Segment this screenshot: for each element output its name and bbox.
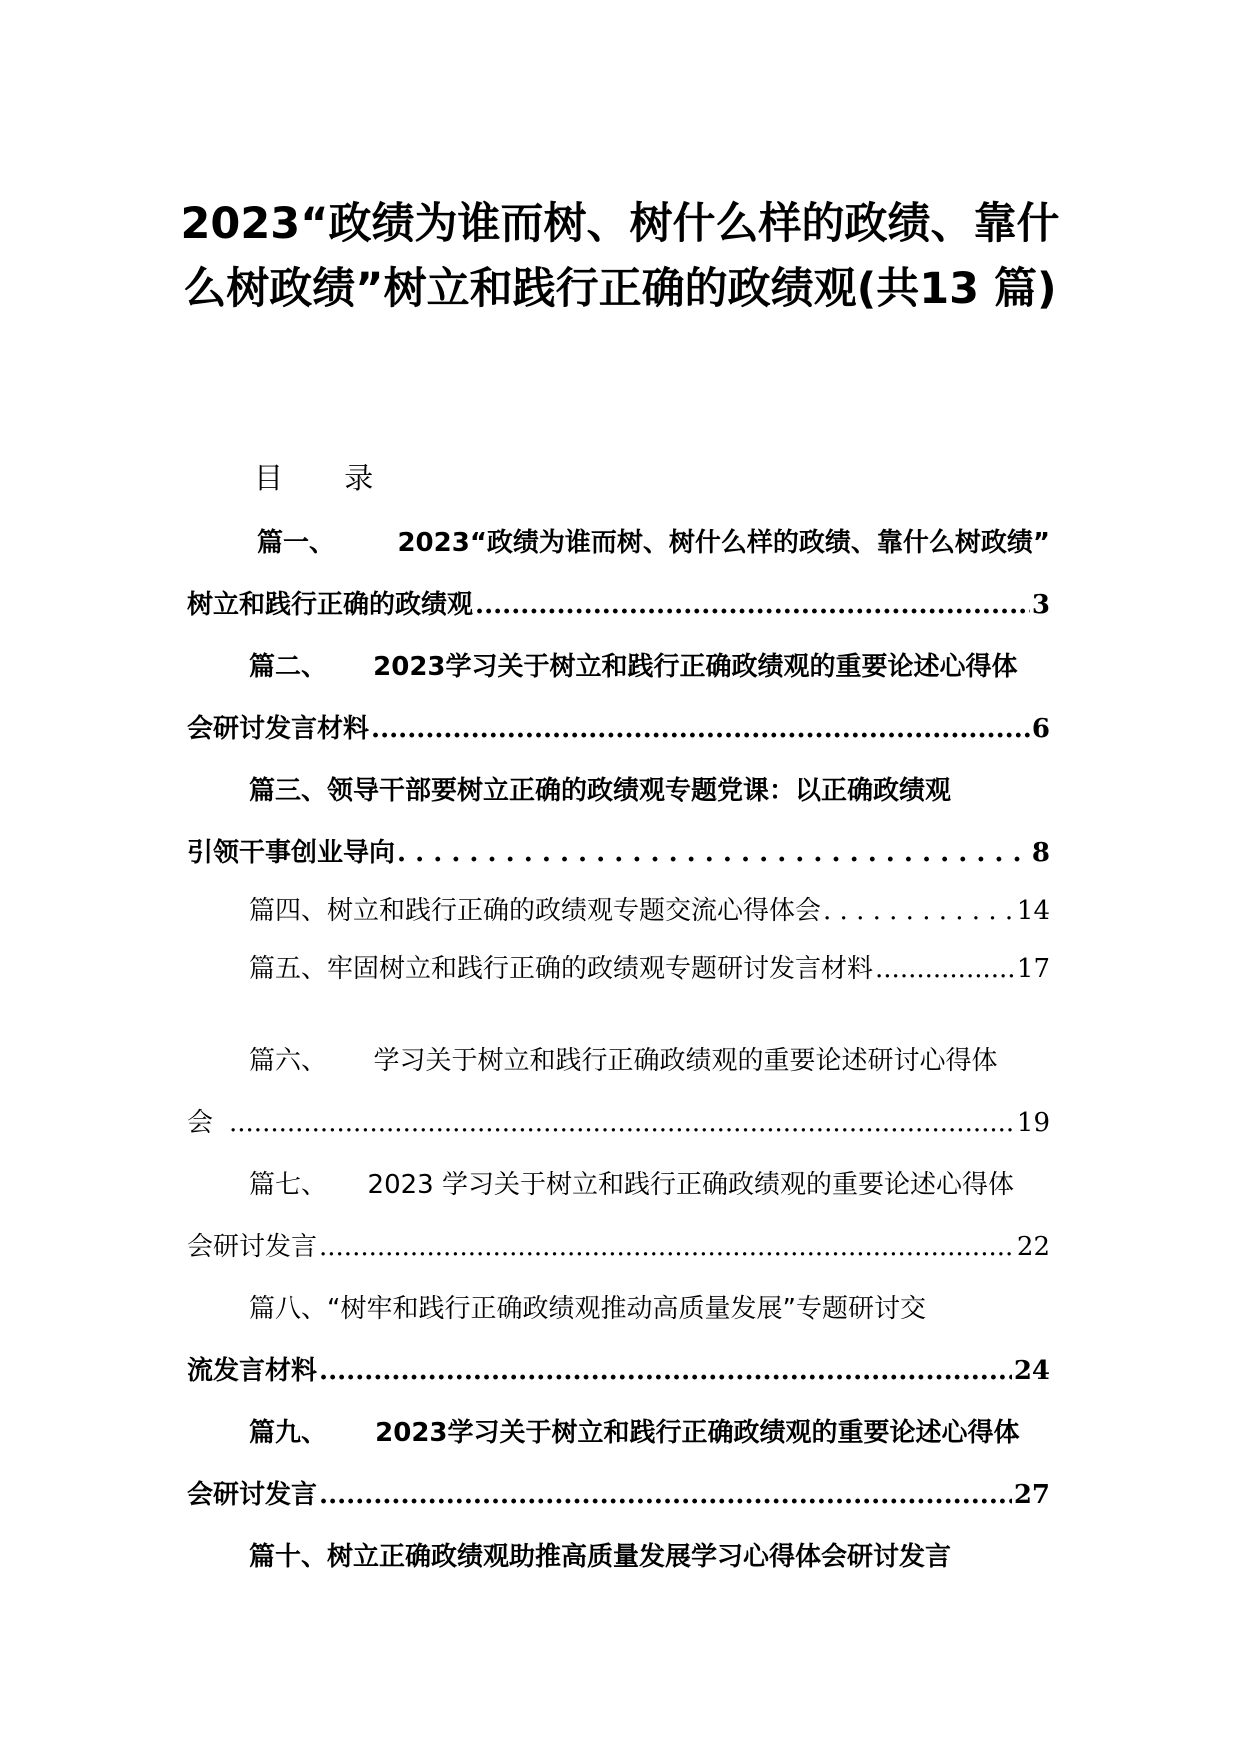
toc-entry-7-page: 22 [1016,1232,1050,1262]
toc-entry-9-text: 2023学习关于树立和践行正确政绩观的重要论述心得体 [375,1418,1020,1448]
toc-entry-2-leader [371,714,1030,744]
toc-entry-7-leader [319,1232,1015,1262]
toc-entry-2-text-cont: 会研讨发言材料 [187,714,370,744]
toc-entry-4-leader [823,896,1015,926]
toc-entry-3-line1[interactable] [187,770,1050,807]
toc-entry-2-line2[interactable] [187,708,1050,745]
toc-entry-1-text: 2023“政绩为谁而树、树什么样的政绩、靠什么树政绩” [397,528,1050,558]
toc-entry-1-page: 3 [1031,590,1050,620]
toc-entry-9-line1[interactable] [187,1412,1050,1449]
toc-entry-5-label: 篇五、 [249,954,328,984]
toc-entry-10-line1[interactable] [187,1536,1050,1573]
toc-entry-5-text: 牢固树立和践行正确的政绩观专题研讨发言材料 [327,954,874,984]
toc-entry-6-line1[interactable] [187,1040,1050,1077]
toc-entry-1-line1[interactable] [187,522,1050,559]
toc-entry-3-label: 篇三、 [249,776,328,806]
toc-entry-9-label: 篇九、 [249,1418,328,1448]
toc-entry-8-leader [319,1356,1012,1386]
toc-entry-4-label: 篇四、 [249,896,328,926]
toc-entry-7-line1[interactable] [187,1164,1050,1201]
toc-entry-2-text: 2023学习关于树立和践行正确政绩观的重要论述心得体 [373,652,1018,682]
toc-entry-4[interactable] [187,890,1050,927]
document-title: 2023“政绩为谁而树、树什么样的政绩、靠什么树政绩”树立和践行正确的政绩观(共13 篇) [180,199,1060,314]
toc-entry-2-label: 篇二、 [249,652,328,682]
toc-entry-3-text-cont: 引领干事创业导向 [187,838,396,868]
toc-entry-7-label: 篇七、 [249,1170,328,1200]
toc-entry-6-text: 学习关于树立和践行正确政绩观的重要论述研讨心得体 [373,1046,998,1076]
toc-entry-8-line1[interactable] [187,1288,1050,1325]
toc-entry-8-page: 24 [1013,1356,1050,1386]
toc-entry-8-text-cont: 流发言材料 [187,1356,318,1386]
toc-entry-1-label: 篇一、 [257,528,336,558]
toc-entry-10-label: 篇十、 [249,1542,328,1572]
toc-entry-4-text: 树立和践行正确的政绩观专题交流心得体会 [327,896,822,926]
toc-entry-9-text-cont: 会研讨发言 [187,1480,318,1510]
toc-entry-5-page: 17 [1016,954,1050,984]
toc-entry-5[interactable] [187,948,1050,985]
toc-entry-8-label: 篇八、 [249,1294,328,1324]
toc-entry-1-text-cont: 树立和践行正确的政绩观 [187,590,474,620]
toc-entry-6-label: 篇六、 [249,1046,328,1076]
toc-entry-10-text: 树立正确政绩观助推高质量发展学习心得体会研讨发言 [327,1542,952,1572]
toc-entry-3-leader [397,838,1030,868]
toc-entry-1-leader [475,590,1030,620]
toc-entry-6-leader [229,1108,1015,1138]
toc-entry-7-text-cont: 会研讨发言 [187,1232,318,1262]
toc-entry-2-line1[interactable] [187,646,1050,683]
toc-entry-3-text: 领导干部要树立正确的政绩观专题党课：以正确政绩观 [327,776,952,806]
toc-entry-8-text: “树牢和践行正确政绩观推动高质量发展”专题研讨交 [327,1294,926,1324]
toc-entry-6-page: 19 [1016,1108,1050,1138]
toc-entry-3-page: 8 [1031,838,1050,868]
toc-entry-3-line2[interactable] [187,832,1050,869]
toc-entry-5-leader [875,954,1015,984]
toc-entry-4-page: 14 [1016,896,1050,926]
toc-entry-9-leader [319,1480,1012,1510]
toc-entry-6-line2[interactable] [187,1102,1050,1139]
toc-entry-6-text-cont: 会 [187,1108,214,1138]
toc-entry-8-line2[interactable] [187,1350,1050,1387]
toc-entry-7-line2[interactable] [187,1226,1050,1263]
toc-heading: 目 录 [254,461,400,495]
toc-entry-1-line2[interactable] [187,584,1050,621]
toc-entry-2-page: 6 [1031,714,1050,744]
toc-entry-7-text: 2023 学习关于树立和践行正确政绩观的重要论述心得体 [367,1170,1014,1200]
toc-entry-9-line2[interactable] [187,1474,1050,1511]
toc-entry-9-page: 27 [1013,1480,1050,1510]
